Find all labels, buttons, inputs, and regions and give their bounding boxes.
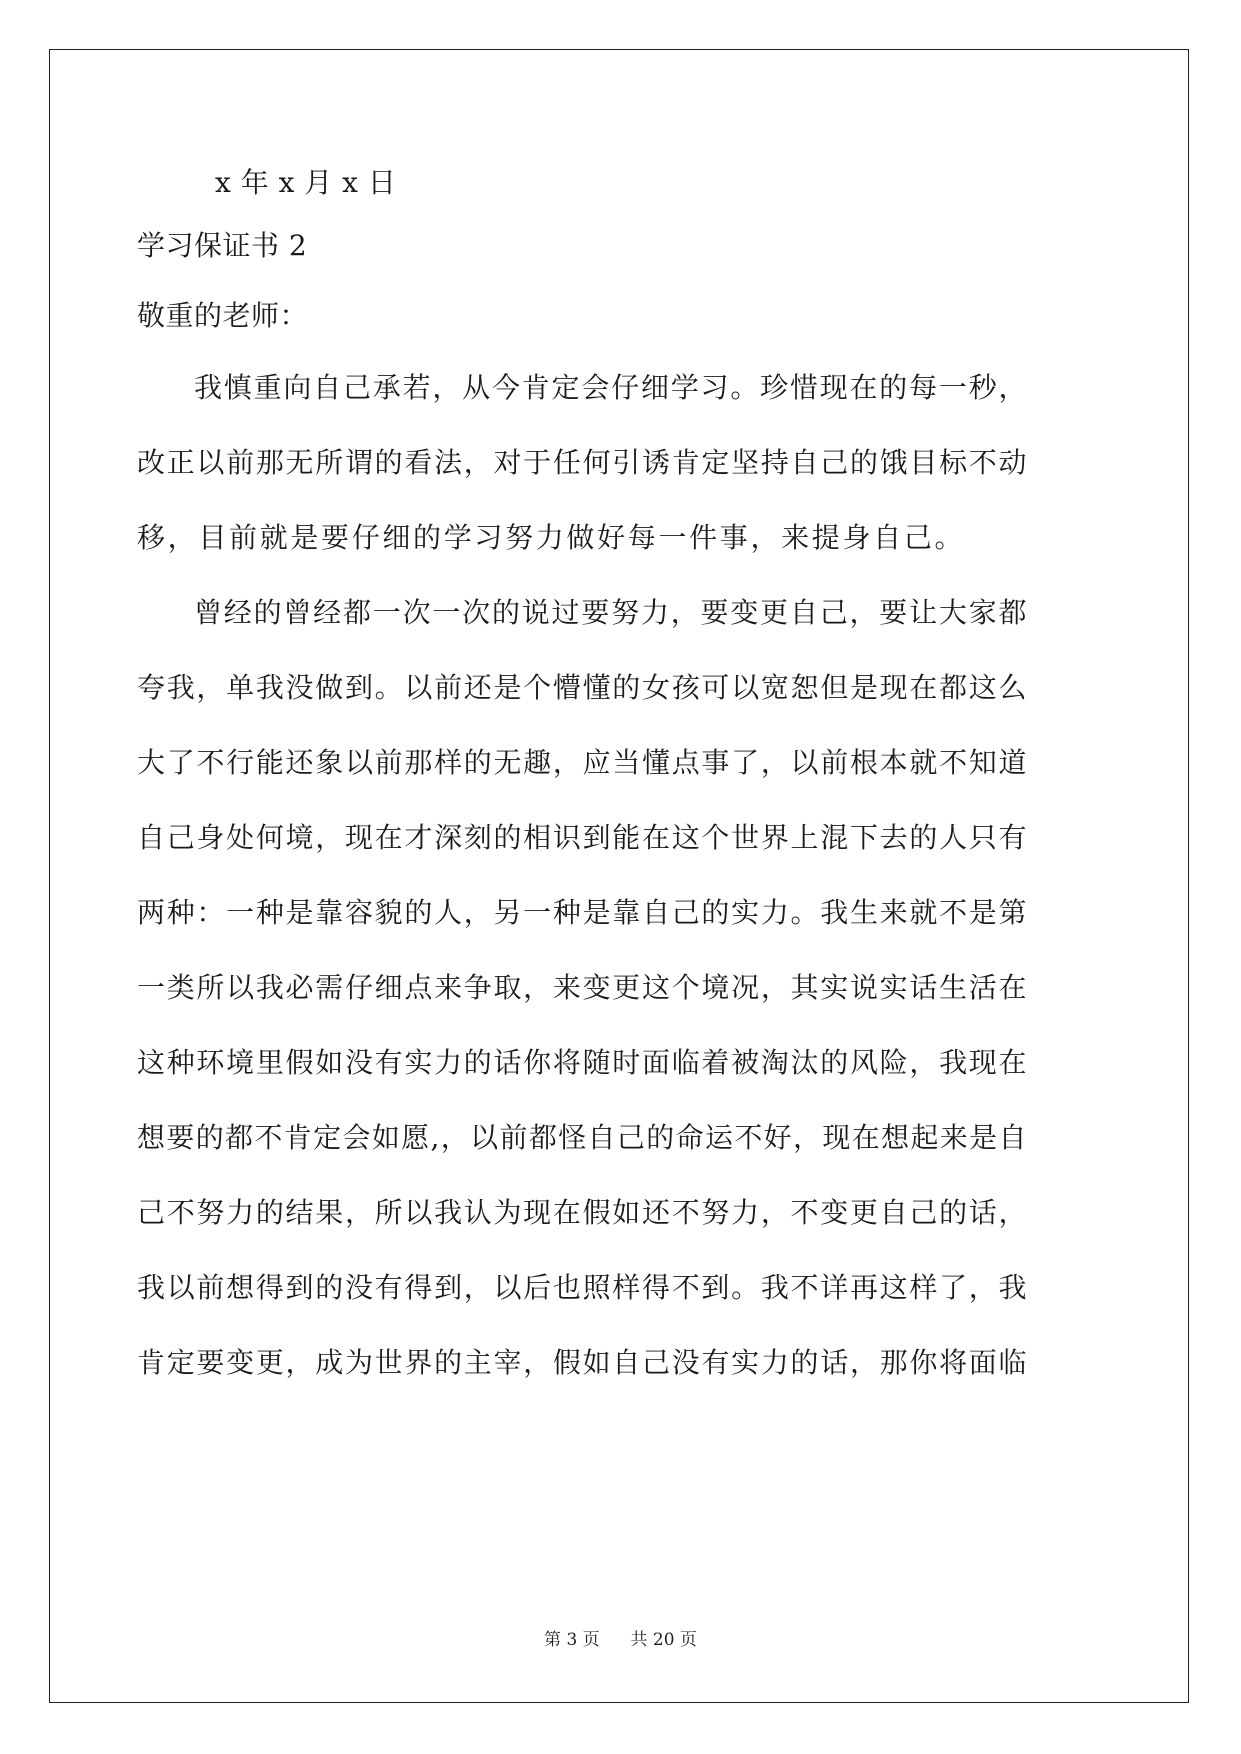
paragraph2-line: 这种环境里假如没有实力的话你将随时面临着被淘汰的风险，我现在 bbox=[137, 1046, 1027, 1079]
page-footer bbox=[0, 1625, 1241, 1650]
paragraph2-line: 一类所以我必需仔细点来争取，来变更这个境况，其实说实话生活在 bbox=[137, 971, 1027, 1004]
paragraph2-line: 我以前想得到的没有得到，以后也照样得不到。我不详再这样了，我 bbox=[137, 1271, 1027, 1304]
paragraph2-line: 想要的都不肯定会如愿,，以前都怪自己的命运不好，现在想起来是自 bbox=[137, 1121, 1027, 1154]
paragraph2-line: 夸我，单我没做到。以前还是个懵懂的女孩可以宽恕但是现在都这么 bbox=[137, 671, 1027, 704]
section-title: 学习保证书 2 bbox=[137, 229, 308, 262]
paragraph2-line: 己不努力的结果，所以我认为现在假如还不努力，不变更自己的话， bbox=[137, 1196, 1027, 1229]
paragraph2-line: 两种：一种是靠容貌的人，另一种是靠自己的实力。我生来就不是第 bbox=[137, 896, 1027, 929]
paragraph1-line: 移，目前就是要仔细的学习努力做好每一件事，来提身自己。 bbox=[137, 521, 963, 554]
paragraph2-line: 自己身处何境，现在才深刻的相识到能在这个世界上混下去的人只有 bbox=[137, 821, 1027, 854]
page-number-total: 共 20 页 bbox=[630, 1630, 697, 1650]
date-line: x 年 x 月 x 日 bbox=[215, 166, 397, 199]
paragraph1-line: 改正以前那无所谓的看法，对于任何引诱肯定坚持自己的饿目标不动 bbox=[137, 446, 1027, 479]
paragraph1-line: 我慎重向自己承若，从今肯定会仔细学习。珍惜现在的每一秒， bbox=[194, 371, 1027, 404]
salutation: 敬重的老师： bbox=[137, 299, 309, 332]
page-number-current: 第 3 页 bbox=[544, 1630, 600, 1650]
paragraph2-line: 肯定要变更，成为世界的主宰，假如自己没有实力的话，那你将面临 bbox=[137, 1346, 1027, 1379]
paragraph2-line: 大了不行能还象以前那样的无趣，应当懂点事了，以前根本就不知道 bbox=[137, 746, 1027, 779]
paragraph2-line: 曾经的曾经都一次一次的说过要努力，要变更自己，要让大家都 bbox=[194, 596, 1027, 629]
